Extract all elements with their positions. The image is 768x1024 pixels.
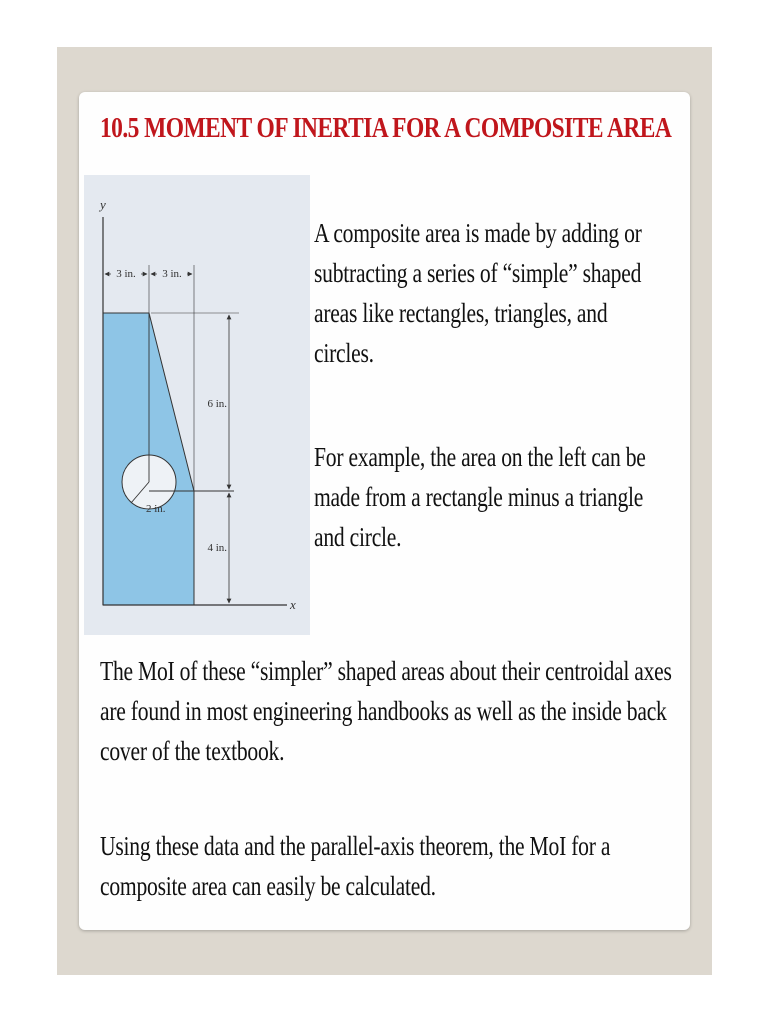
handbooks-paragraph: The MoI of these “simpler” shaped areas about their centroidal axes are found in most engineering handbooks as well as the inside back cover of the textbook. (100, 656, 672, 766)
dim-right-width-label: 3 in. (162, 268, 182, 280)
dim-lower-height-label: 4 in. (207, 542, 227, 554)
slide-title: 10.5 MOMENT OF INERTIA FOR A COMPOSITE AREA (100, 112, 672, 144)
composite-area-figure (84, 175, 310, 635)
example-paragraph: For example, the area on the left can be made from a rectangle minus a triangle and circle. (314, 442, 646, 552)
dim-upper-height-label: 6 in. (207, 398, 227, 410)
parallel-axis-paragraph: Using these data and the parallel-axis theorem, the MoI for a composite area can easily be calculated. (100, 831, 611, 901)
dim-circle-radius-label: 2 in. (146, 503, 166, 515)
x-axis-label: x (290, 597, 296, 612)
y-axis-label: y (100, 197, 106, 212)
dim-left-width-label: 3 in. (116, 268, 136, 280)
intro-paragraph: A composite area is made by adding or subtracting a series of “simple” shaped areas like rectangles, triangles, and circles. (314, 218, 642, 368)
